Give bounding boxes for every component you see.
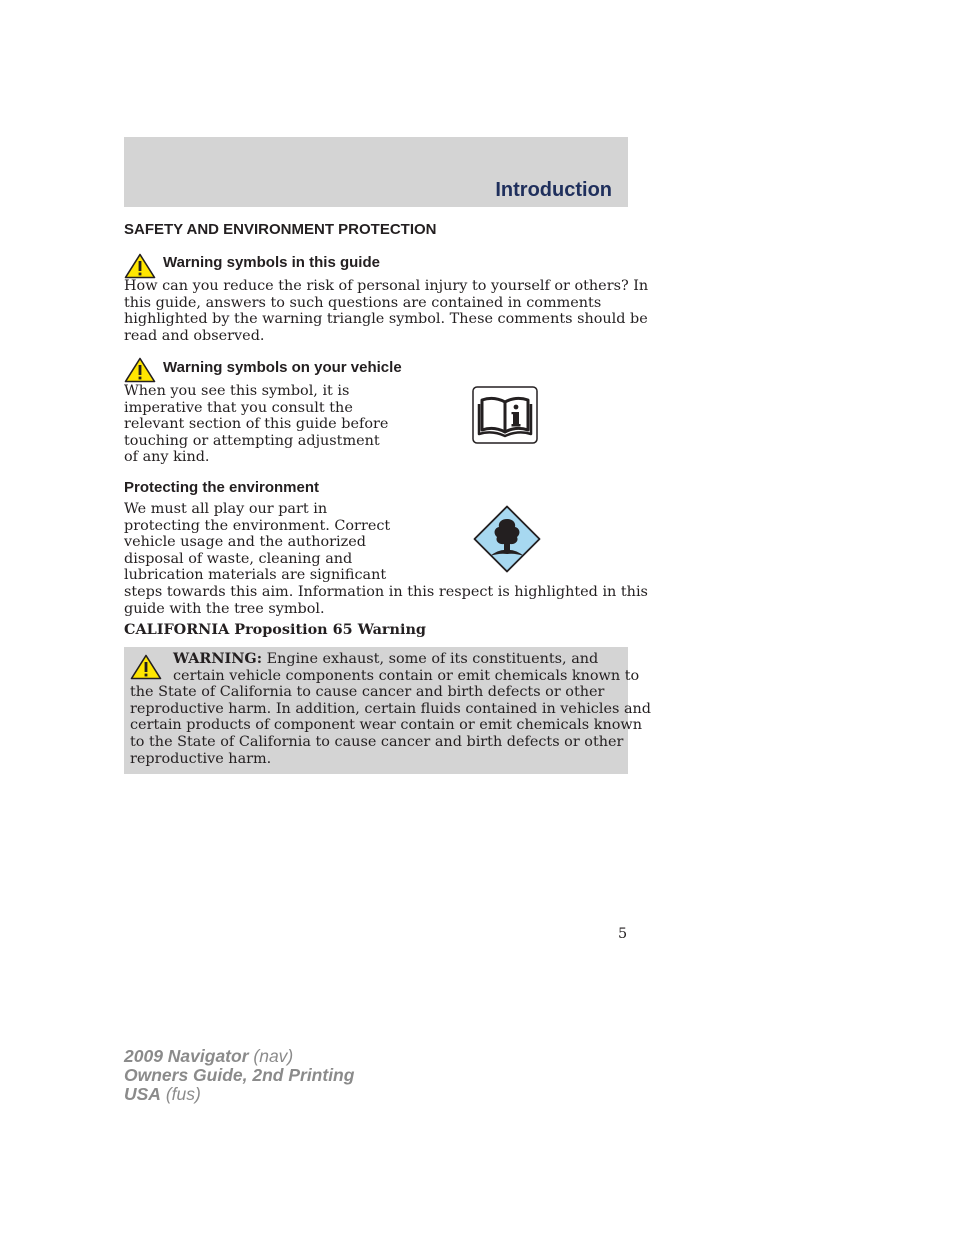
footer-model-code: (nav) bbox=[248, 1046, 294, 1066]
california-heading: CALIFORNIA Proposition 65 Warning bbox=[124, 621, 426, 638]
text-line: How can you reduce the risk of personal injury to yourself or others? In bbox=[124, 278, 649, 294]
warning-label: WARNING: bbox=[173, 650, 263, 667]
section-header-band bbox=[124, 137, 628, 207]
text-line: reproductive harm. In addition, certain fluids contained in vehicles and bbox=[130, 700, 652, 717]
text-line: Engine exhaust, some of its constituents, and bbox=[262, 651, 599, 667]
tree-icon bbox=[473, 505, 541, 573]
text-line: certain vehicle components contain or emit chemicals known to bbox=[173, 667, 640, 684]
guide-symbols-paragraph bbox=[124, 278, 648, 344]
footer-edition bbox=[124, 1047, 354, 1104]
text-line: the State of California to cause cancer and birth defects or other bbox=[130, 684, 605, 701]
footer-printing: Owners Guide, 2nd Printing bbox=[124, 1065, 355, 1085]
page-number: 5 bbox=[618, 926, 628, 942]
text-line: of any kind. bbox=[124, 449, 210, 466]
book-info-icon bbox=[472, 386, 538, 444]
text-line: disposal of waste, cleaning and bbox=[124, 550, 353, 567]
text-line: lubrication materials are significant bbox=[124, 567, 387, 584]
text-line: read and observed. bbox=[124, 327, 265, 344]
text-line: guide with the tree symbol. bbox=[124, 600, 325, 617]
footer-market: USA bbox=[124, 1084, 161, 1104]
warning-triangle-icon bbox=[124, 357, 156, 383]
text-line: protecting the environment. Correct bbox=[124, 517, 391, 534]
environment-heading: Protecting the environment bbox=[124, 479, 320, 496]
footer-model: 2009 Navigator bbox=[124, 1046, 249, 1066]
vehicle-symbols-heading: Warning symbols on your vehicle bbox=[163, 359, 402, 376]
text-line: highlighted by the warning triangle symbol. These comments should be bbox=[124, 311, 648, 328]
warning-triangle-icon bbox=[124, 253, 156, 279]
warning-paragraph bbox=[130, 684, 651, 767]
warning-box bbox=[124, 647, 652, 774]
chapter-title: Introduction bbox=[495, 179, 612, 201]
footer-market-code: (fus) bbox=[160, 1084, 201, 1104]
text-line: this guide, answers to such questions are contained in comments bbox=[124, 294, 602, 311]
text-line: relevant section of this guide before bbox=[124, 416, 389, 433]
warning-triangle-icon bbox=[130, 654, 162, 680]
guide-symbols-heading: Warning symbols in this guide bbox=[163, 254, 380, 271]
text-line: steps towards this aim. Information in this respect is highlighted in this bbox=[124, 583, 648, 600]
text-line: touching or attempting adjustment bbox=[124, 432, 380, 449]
text-line: We must all play our part in bbox=[124, 501, 328, 517]
text-line: to the State of California to cause cancer and birth defects or other bbox=[130, 733, 624, 750]
text-line: vehicle usage and the authorized bbox=[124, 534, 366, 551]
vehicle-symbols-paragraph bbox=[124, 383, 388, 466]
warning-first-line bbox=[173, 651, 598, 668]
text-line: reproductive harm. bbox=[130, 750, 272, 767]
text-line: certain products of component wear contain or emit chemicals known bbox=[130, 717, 642, 734]
environment-paragraph bbox=[124, 501, 648, 617]
text-line: When you see this symbol, it is bbox=[124, 383, 350, 399]
text-line: imperative that you consult the bbox=[124, 399, 353, 416]
section-title: SAFETY AND ENVIRONMENT PROTECTION bbox=[124, 221, 437, 238]
